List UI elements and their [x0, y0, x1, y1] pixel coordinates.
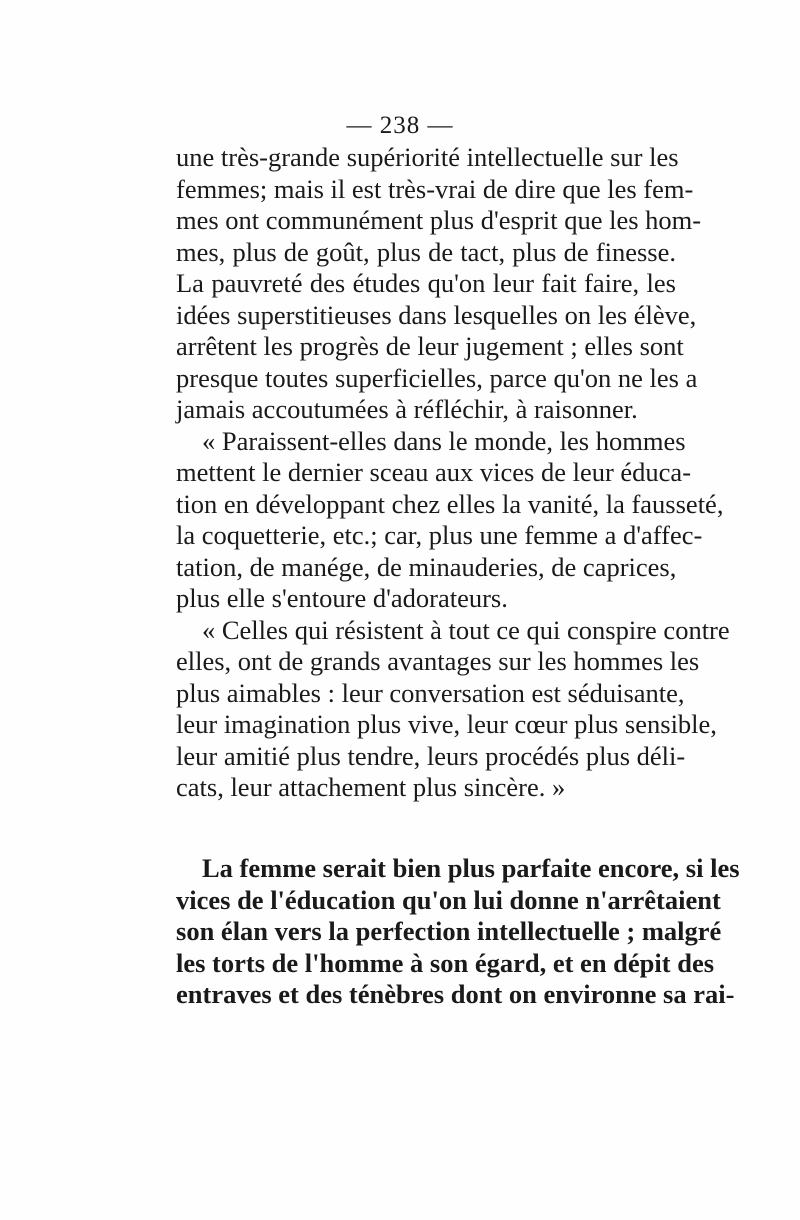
text-line: idées superstitieuses dans lesquelles on les élève, — [176, 299, 697, 330]
text-line: une très-grande supériorité intellectuelle sur les — [176, 142, 679, 172]
text-line: vices de l'éducation qu'on lui donne n'arrêtaient — [176, 884, 721, 915]
text-line: « Paraissent-elles dans le monde, les hommes — [202, 425, 686, 456]
text-line: leur imagination plus vive, leur cœur plus sensible, — [176, 709, 717, 739]
text-line: presque toutes superficielles, parce qu'on ne les a — [176, 362, 698, 393]
text-line: plus elle s'entoure d'adorateurs. — [176, 583, 508, 613]
paragraph-block-new — [176, 853, 740, 1011]
page-number: — 238 — — [346, 112, 454, 139]
text-line: entraves et des ténèbres dont on environne sa rai- — [176, 979, 735, 1009]
text-line: elles, ont de grands avantages sur les hommes les — [176, 646, 700, 676]
text-line: tation, de manége, de minauderies, de caprices, — [176, 551, 677, 582]
text-line: tion en développant chez elles la vanité, la fausseté, — [176, 488, 724, 519]
text-line: cats, leur attachement plus sincère. » — [176, 772, 566, 802]
text-line: La pauvreté des études qu'on leur fait faire, les — [176, 268, 676, 298]
paragraph-block-continuation — [176, 142, 730, 804]
text-line: mes ont communément plus d'esprit que les hom- — [176, 205, 702, 235]
text-line: leur amitié plus tendre, leurs procédés plus déli- — [176, 740, 686, 771]
text-line: la coquetterie, etc.; car, plus une femme a d'affec- — [176, 520, 703, 550]
text-line: mettent le dernier sceau aux vices de leur éduca- — [176, 457, 692, 487]
text-line: arrêtent les progrès de leur jugement ; elles sont — [176, 331, 684, 361]
text-line: son élan vers la perfection intellectuelle ; malgré — [176, 916, 722, 946]
text-line: jamais accoutumées à réfléchir, à raisonner. — [176, 394, 638, 424]
text-line: « Celles qui résistent à tout ce qui conspire contre — [202, 614, 730, 645]
text-line: mes, plus de goût, plus de tact, plus de finesse. — [176, 236, 676, 267]
text-line: femmes; mais il est très-vrai de dire que les fem- — [176, 173, 694, 204]
text-line: La femme serait bien plus parfaite encore, si les — [202, 853, 740, 883]
text-line: les torts de l'homme à son égard, et en dépit des — [176, 947, 715, 978]
text-line: plus aimables : leur conversation est séduisante, — [176, 677, 685, 708]
